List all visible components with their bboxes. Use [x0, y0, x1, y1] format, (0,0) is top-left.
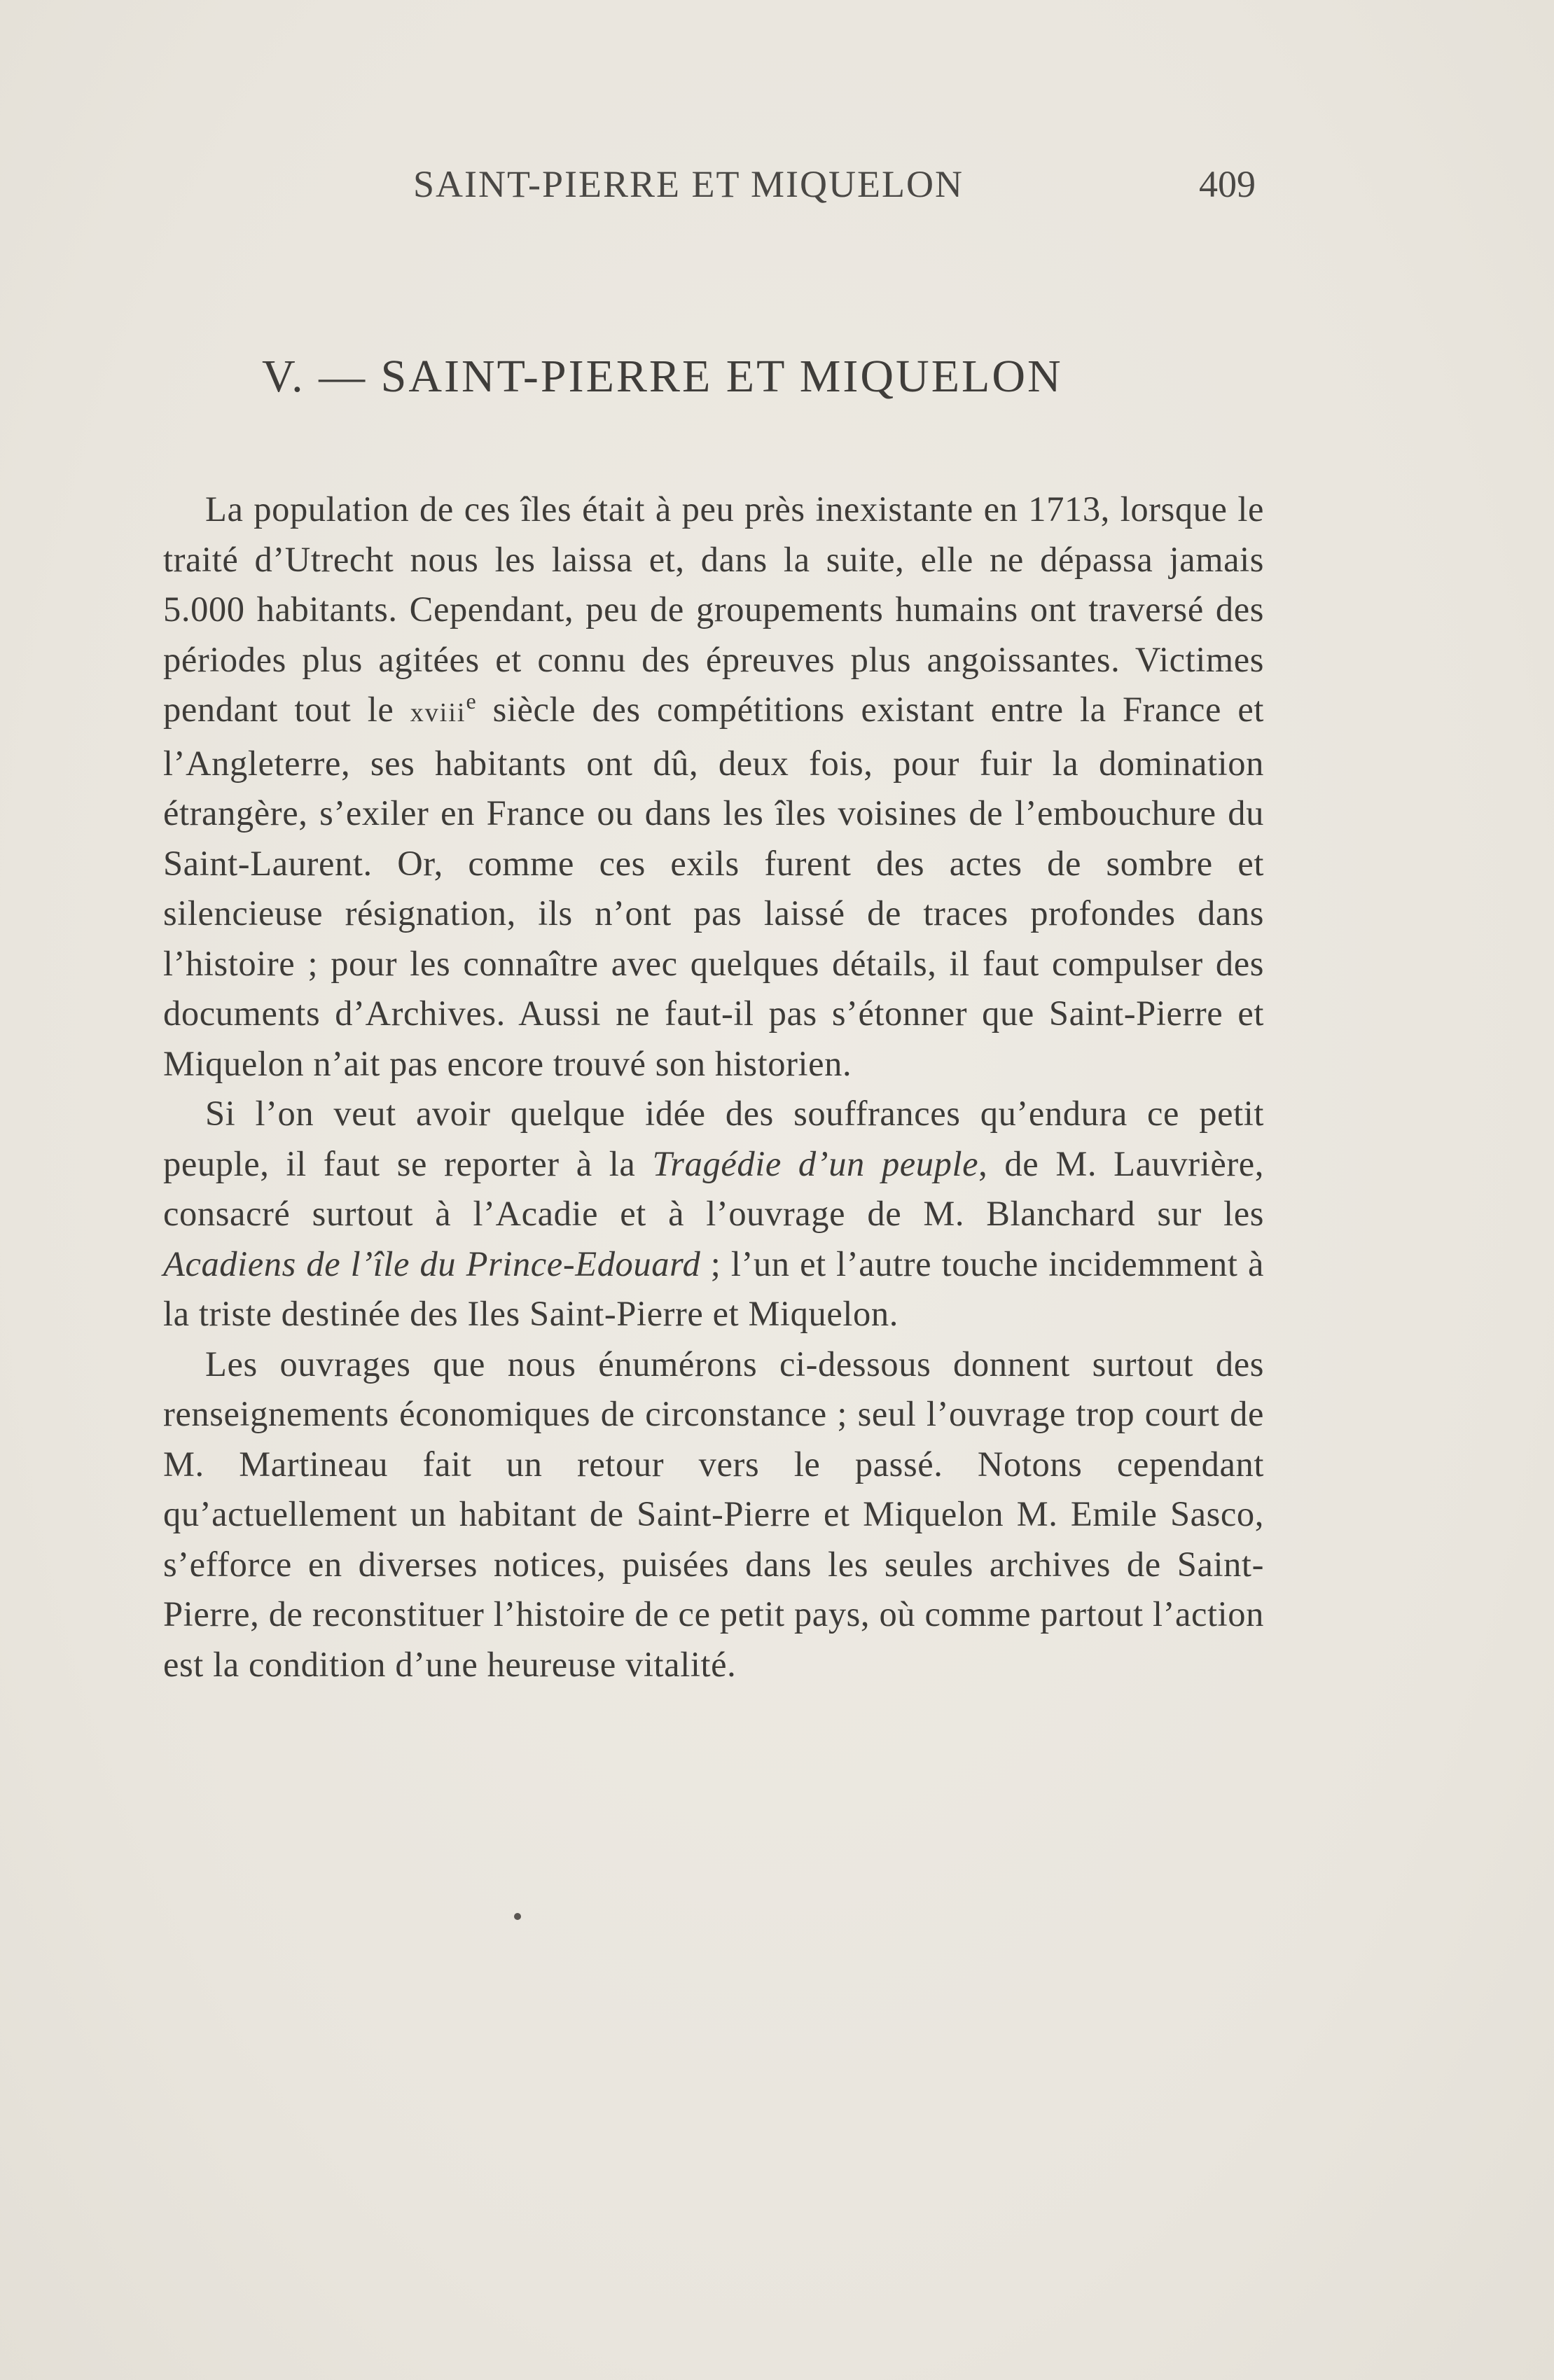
body-text: [163, 485, 1264, 1690]
running-head: SAINT-PIERRE ET MIQUELON: [413, 163, 964, 205]
century-numeral: xviii: [410, 698, 466, 728]
paragraph-1-part-a: La population de ces îles était à peu près inexistante en 1713, lorsque le traité d’Utrecht nous les laissa et, dans la suite, elle ne dépassa jamais 5.000 habitants. Cependant, peu de groupements humains ont traversé des périodes plus agitées et connu des épreuves plus angoissantes. Victimes pendant tout le: [163, 489, 1264, 729]
paragraph-3: Les ouvrages que nous énumérons ci-dessous donnent surtout des renseignements économiques de circonstance ; seul l’ouvrage trop court de M. Martineau fait un retour vers le passé. Notons cependant qu’actuellement un habitant de Saint-Pierre et Miquelon M. Emile Sasco, s’efforce en diverses notices, puisées dans les seules archives de Saint-Pierre, de reconstituer l’histoire de ce petit pays, où comme partout l’action est la condition d’une heureuse vitalité.: [163, 1344, 1264, 1684]
book-title-tragedie: Tragédie d’un peuple: [652, 1143, 979, 1183]
ink-speck: [514, 1913, 521, 1920]
paragraph-2-part-b: , de M. Lauvrière, consacré surtout à l’Acadie et à l’ouvrage de M. Blanchard sur les: [163, 1143, 1265, 1233]
book-title-acadiens: Acadiens de l’île du Prince-Edouard: [163, 1244, 701, 1283]
section-title: V. — SAINT-PIERRE ET MIQUELON: [262, 351, 1063, 402]
paragraph-1: [163, 485, 1264, 1089]
paragraph-2-part-c: ; l’un et l’autre touche incidemment à la triste destinée des Iles Saint-Pierre et Miquelon.: [163, 1244, 1264, 1333]
paragraph-2: [163, 1089, 1264, 1339]
century-superscript: e: [466, 688, 477, 714]
paragraph-2-part-a: Si l’on veut avoir quelque idée des souffrances qu’endura ce petit peuple, il faut se reporter à la: [163, 1094, 1264, 1183]
page-number: 409: [1199, 163, 1256, 205]
paragraph-1-part-b: siècle des compétitions existant entre la France et l’Angleterre, ses habitants ont dû, deux fois, pour fuir la domination étrangère, s’exiler en France ou dans les îles voisines de l’embouchure du Saint-Laurent. Or, comme ces exils furent des actes de sombre et silencieuse résignation, ils n’ont pas laissé de traces profondes dans l’histoire ; pour les connaître avec quelques détails, il faut compulser des documents d’Archives. Aussi ne faut-il pas s’étonner que Saint-Pierre et Miquelon n’ait pas encore trouvé son historien.: [163, 690, 1265, 1083]
